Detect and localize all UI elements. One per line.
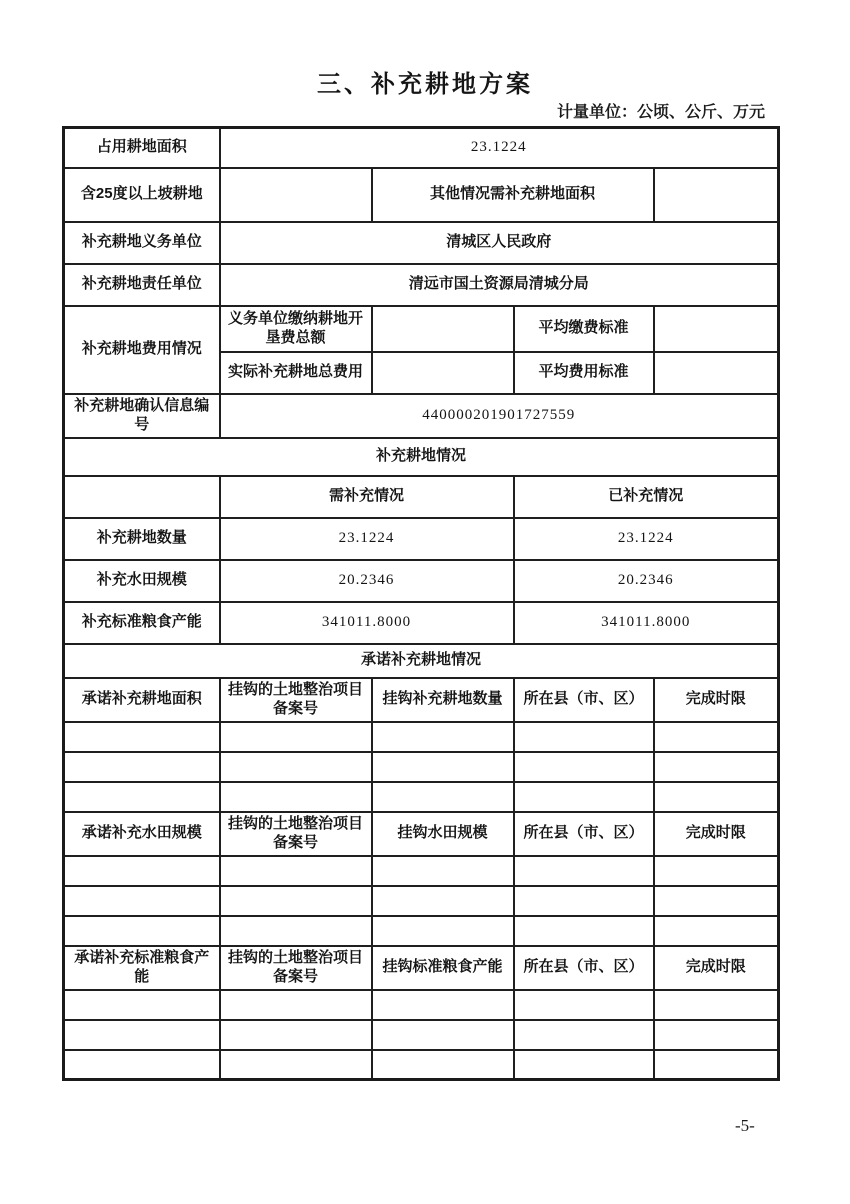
empty-cell — [654, 782, 779, 812]
empty-cell — [654, 886, 779, 916]
supplementary-cultivated-land-table — [62, 126, 780, 1081]
empty-cell — [64, 476, 220, 518]
empty-cell — [514, 782, 654, 812]
table-row — [64, 722, 779, 752]
reclamation-fee-total-label: 义务单位缴纳耕地开垦费总额 — [220, 306, 372, 352]
empty-cell — [654, 306, 779, 352]
table-row — [64, 886, 779, 916]
empty-cell — [654, 1020, 779, 1050]
table-row — [64, 990, 779, 1020]
empty-cell — [220, 1050, 372, 1080]
empty-cell — [64, 1020, 220, 1050]
empty-cell — [64, 722, 220, 752]
empty-cell — [372, 722, 514, 752]
occupied-area-label: 占用耕地面积 — [64, 128, 220, 168]
table-row — [64, 602, 779, 644]
table-row — [64, 306, 779, 352]
average-payment-standard-label: 平均缴费标准 — [514, 306, 654, 352]
empty-cell — [372, 352, 514, 394]
deadline-header: 完成时限 — [654, 678, 779, 722]
project-record-number-header: 挂钩的土地整治项目备案号 — [220, 946, 372, 990]
page-number: -5- — [735, 1116, 755, 1135]
empty-cell — [372, 990, 514, 1020]
empty-cell — [372, 306, 514, 352]
commitment-area-label: 承诺补充耕地面积 — [64, 678, 220, 722]
linked-grain-capacity-header: 挂钩标准粮食产能 — [372, 946, 514, 990]
empty-cell — [220, 990, 372, 1020]
empty-cell — [220, 782, 372, 812]
county-header: 所在县（市、区） — [514, 812, 654, 856]
table-row — [64, 812, 779, 856]
linked-quantity-header: 挂钩补充耕地数量 — [372, 678, 514, 722]
empty-cell — [220, 886, 372, 916]
supplement-quantity-label: 补充耕地数量 — [64, 518, 220, 560]
measurement-unit-note: 计量单位：公顷、公斤、万元 — [556, 104, 765, 121]
paddy-scale-needed: 20.2346 — [220, 560, 514, 602]
linked-paddy-scale-header: 挂钩水田规模 — [372, 812, 514, 856]
confirmation-number-value: 440000201901727559 — [220, 394, 779, 438]
commitment-section-title: 承诺补充耕地情况 — [64, 644, 779, 678]
table-row — [64, 476, 779, 518]
needed-column-header: 需补充情况 — [220, 476, 514, 518]
grain-capacity-label: 补充标准粮食产能 — [64, 602, 220, 644]
table-row — [64, 518, 779, 560]
responsible-unit-value: 清远市国土资源局清城分局 — [220, 264, 779, 306]
empty-cell — [514, 916, 654, 946]
table-row — [64, 168, 779, 222]
table-row — [64, 678, 779, 722]
empty-cell — [372, 916, 514, 946]
empty-cell — [64, 856, 220, 886]
page-title: 三、补充耕地方案 — [317, 71, 533, 98]
empty-cell — [654, 856, 779, 886]
table-row — [64, 264, 779, 306]
empty-cell — [220, 752, 372, 782]
empty-cell — [514, 990, 654, 1020]
empty-cell — [514, 1020, 654, 1050]
empty-cell — [64, 916, 220, 946]
table-row — [64, 438, 779, 476]
obligation-unit-value: 清城区人民政府 — [220, 222, 779, 264]
empty-cell — [64, 1050, 220, 1080]
table-row — [64, 128, 779, 168]
empty-cell — [514, 722, 654, 752]
responsible-unit-label: 补充耕地责任单位 — [64, 264, 220, 306]
empty-cell — [220, 168, 372, 222]
empty-cell — [514, 1050, 654, 1080]
occupied-area-value: 23.1224 — [220, 128, 779, 168]
empty-cell — [372, 782, 514, 812]
table-row — [64, 946, 779, 990]
grain-capacity-done: 341011.8000 — [514, 602, 779, 644]
deadline-header: 完成时限 — [654, 946, 779, 990]
table-row — [64, 1020, 779, 1050]
empty-cell — [654, 168, 779, 222]
county-header: 所在县（市、区） — [514, 678, 654, 722]
table-row — [64, 782, 779, 812]
confirmation-number-label: 补充耕地确认信息编号 — [64, 394, 220, 438]
obligation-unit-label: 补充耕地义务单位 — [64, 222, 220, 264]
empty-cell — [514, 886, 654, 916]
commitment-paddy-label: 承诺补充水田规模 — [64, 812, 220, 856]
other-supplement-area-label: 其他情况需补充耕地面积 — [372, 168, 654, 222]
table-row — [64, 394, 779, 438]
empty-cell — [654, 1050, 779, 1080]
empty-cell — [514, 752, 654, 782]
empty-cell — [64, 782, 220, 812]
project-record-number-header: 挂钩的土地整治项目备案号 — [220, 812, 372, 856]
actual-total-cost-label: 实际补充耕地总费用 — [220, 352, 372, 394]
situation-section-title: 补充耕地情况 — [64, 438, 779, 476]
project-record-number-header: 挂钩的土地整治项目备案号 — [220, 678, 372, 722]
empty-cell — [514, 856, 654, 886]
supplement-quantity-needed: 23.1224 — [220, 518, 514, 560]
table-row — [64, 752, 779, 782]
supplement-quantity-done: 23.1224 — [514, 518, 779, 560]
empty-cell — [64, 752, 220, 782]
table-row — [64, 916, 779, 946]
average-cost-standard-label: 平均费用标准 — [514, 352, 654, 394]
grain-capacity-needed: 341011.8000 — [220, 602, 514, 644]
empty-cell — [64, 886, 220, 916]
empty-cell — [372, 1050, 514, 1080]
commitment-grain-label: 承诺补充标准粮食产能 — [64, 946, 220, 990]
empty-cell — [372, 752, 514, 782]
done-column-header: 已补充情况 — [514, 476, 779, 518]
table-row — [64, 1050, 779, 1080]
table-row — [64, 856, 779, 886]
table-row — [64, 644, 779, 678]
empty-cell — [372, 1020, 514, 1050]
empty-cell — [654, 752, 779, 782]
empty-cell — [220, 1020, 372, 1050]
empty-cell — [372, 886, 514, 916]
table-row — [64, 560, 779, 602]
paddy-scale-done: 20.2346 — [514, 560, 779, 602]
empty-cell — [654, 722, 779, 752]
paddy-scale-label: 补充水田规模 — [64, 560, 220, 602]
cost-section-label: 补充耕地费用情况 — [64, 306, 220, 394]
empty-cell — [654, 990, 779, 1020]
empty-cell — [654, 352, 779, 394]
empty-cell — [654, 916, 779, 946]
empty-cell — [64, 990, 220, 1020]
empty-cell — [220, 916, 372, 946]
deadline-header: 完成时限 — [654, 812, 779, 856]
empty-cell — [220, 856, 372, 886]
county-header: 所在县（市、区） — [514, 946, 654, 990]
table-row — [64, 222, 779, 264]
slope25-label: 含25度以上坡耕地 — [64, 168, 220, 222]
empty-cell — [372, 856, 514, 886]
empty-cell — [220, 722, 372, 752]
